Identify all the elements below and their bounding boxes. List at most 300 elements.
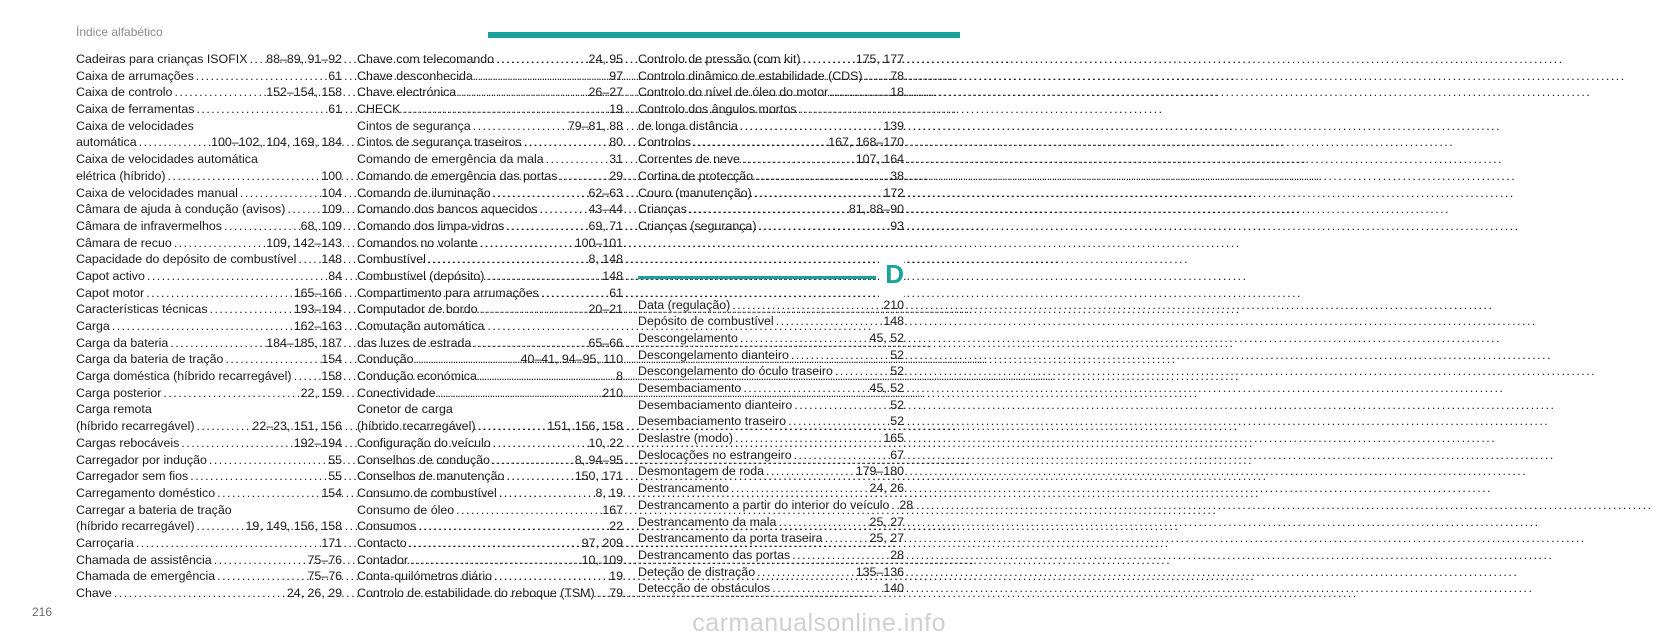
index-term: Caixa de arrumações xyxy=(76,68,194,83)
index-term: Cortina de protecção xyxy=(638,168,754,183)
page-number: 216 xyxy=(32,605,53,619)
index-term: Capacidade do depósito de combustível xyxy=(76,252,297,267)
index-entry xyxy=(76,568,342,585)
index-page-refs: 55 xyxy=(328,469,342,484)
index-entry xyxy=(638,313,904,330)
index-page-refs: 148 xyxy=(321,252,342,267)
index-page-refs: 61 xyxy=(328,68,342,83)
index-page-refs: 22 xyxy=(609,519,623,534)
index-term: Caixa de velocidades xyxy=(76,118,194,133)
index-page-refs: 25, 27 xyxy=(869,531,904,546)
dot-leader xyxy=(225,351,319,368)
dot-leader xyxy=(506,218,586,235)
index-page-refs: 109, 142–143 xyxy=(266,235,342,250)
index-page-refs: 184–185, 187 xyxy=(266,335,342,350)
index-page-refs: 93 xyxy=(890,218,904,233)
index-entry xyxy=(638,514,904,531)
dot-leader xyxy=(758,218,888,235)
dot-leader xyxy=(546,151,608,168)
index-entry xyxy=(76,518,342,535)
dot-leader xyxy=(294,368,320,385)
index-term: Caixa de velocidades manual xyxy=(76,185,238,200)
dot-leader xyxy=(196,101,326,118)
dot-leader xyxy=(493,185,587,202)
index-page-refs: 61 xyxy=(328,102,342,117)
index-term: Destrancamento xyxy=(638,481,729,496)
dot-leader xyxy=(494,568,607,585)
index-term: Detecção de obstáculos xyxy=(638,581,771,596)
index-page-refs: 97, 209 xyxy=(581,535,623,550)
index-page-refs: 29 xyxy=(609,168,623,183)
index-column-1 xyxy=(76,51,342,602)
index-term: Carga da bateria xyxy=(76,335,169,350)
index-entry xyxy=(638,397,904,414)
index-term: das luzes de estrada xyxy=(357,335,472,350)
dot-leader xyxy=(492,452,573,469)
index-page-refs: 139 xyxy=(883,118,904,133)
index-page-refs: 172 xyxy=(883,185,904,200)
dot-leader xyxy=(891,497,897,514)
index-page-refs: 175, 177 xyxy=(855,52,904,66)
index-term: Conta-quilómetros diário xyxy=(357,569,492,584)
index-page-refs: 150, 171 xyxy=(574,469,623,484)
dot-leader xyxy=(486,268,600,285)
index-entry xyxy=(76,435,342,452)
index-term: Destrancamento das portas xyxy=(638,547,791,562)
index-page-refs: 38 xyxy=(890,168,904,183)
index-entry xyxy=(76,485,342,502)
dot-leader xyxy=(196,68,326,85)
index-term: Carga posterior xyxy=(76,385,162,400)
index-term: Controlo do nível de óleo do motor xyxy=(638,85,829,100)
index-page-refs: 20–21 xyxy=(588,302,623,317)
index-entry xyxy=(638,413,904,430)
dot-leader xyxy=(788,413,888,430)
index-term: Compartimento para arrumações xyxy=(357,285,539,300)
index-entry xyxy=(638,530,904,547)
index-entry xyxy=(357,251,623,268)
index-entry xyxy=(357,552,623,569)
index-term: (híbrido recarregável) xyxy=(76,419,195,434)
index-page-refs: 28 xyxy=(890,547,904,562)
dot-leader xyxy=(438,385,601,402)
index-entry xyxy=(357,518,623,535)
index-entry xyxy=(638,430,904,447)
index-entry xyxy=(76,468,342,485)
index-entry xyxy=(76,318,342,335)
index-entry xyxy=(357,351,623,368)
index-entry xyxy=(357,301,623,318)
index-entry xyxy=(357,585,623,602)
index-page-refs: 31 xyxy=(609,152,623,167)
index-page-refs: 81, 88–90 xyxy=(848,202,904,217)
index-term: Carga doméstica (híbrido recarregável) xyxy=(76,369,292,384)
index-page-refs: 152–154, 158 xyxy=(266,85,342,100)
index-page-refs: 28 xyxy=(899,497,914,512)
index-entry xyxy=(76,84,342,101)
dot-leader xyxy=(742,151,854,168)
dot-leader xyxy=(217,568,305,585)
dot-leader xyxy=(493,435,587,452)
dot-leader xyxy=(112,318,292,335)
index-page-refs: 78 xyxy=(890,68,904,83)
dot-leader xyxy=(743,380,867,397)
dot-leader xyxy=(735,430,881,447)
index-page-refs: 104 xyxy=(321,185,342,200)
index-term: Consumo de combustível xyxy=(357,485,497,500)
dot-leader xyxy=(196,418,250,435)
dot-leader xyxy=(174,235,264,252)
index-page-refs: 52 xyxy=(890,364,904,379)
dot-leader xyxy=(217,485,319,502)
index-term: Contacto xyxy=(357,535,407,550)
index-term: Controlos xyxy=(638,135,692,150)
index-page-refs: 24, 95 xyxy=(588,52,623,66)
dot-leader xyxy=(214,552,306,569)
dot-leader xyxy=(168,168,320,185)
index-term: Comando de emergência da mala xyxy=(357,152,544,167)
dot-leader xyxy=(416,351,519,368)
index-term: Comando dos limpa-vidros xyxy=(357,218,505,233)
index-entry xyxy=(638,564,904,581)
dot-leader xyxy=(479,368,614,385)
dot-leader xyxy=(473,335,586,352)
dot-leader xyxy=(170,335,264,352)
header-accent-bar xyxy=(488,32,960,38)
index-entry xyxy=(357,68,623,85)
index-term: Deslastre (modo) xyxy=(638,431,734,446)
index-entry xyxy=(357,435,623,452)
dot-leader xyxy=(776,313,882,330)
dot-leader xyxy=(499,485,594,502)
index-term: CHECK xyxy=(357,102,401,117)
index-entry xyxy=(76,251,342,268)
dot-leader xyxy=(409,535,580,552)
index-page-refs: 167, 168–170 xyxy=(828,135,904,150)
index-entry xyxy=(76,401,342,418)
index-entry xyxy=(76,301,342,318)
index-page-refs: 10, 109 xyxy=(581,552,623,567)
dot-leader xyxy=(139,134,209,151)
index-entry xyxy=(357,368,623,385)
index-page-refs: 40–41, 94–95, 110 xyxy=(520,352,623,367)
index-page-refs: 165 xyxy=(883,431,904,446)
index-entry xyxy=(638,363,904,380)
index-term: Câmara de recuo xyxy=(76,235,172,250)
index-entry xyxy=(638,51,904,68)
index-page-refs: 148 xyxy=(883,314,904,329)
index-entry xyxy=(638,151,904,168)
index-term: Carregador por indução xyxy=(76,452,207,467)
index-term: Destrancamento a partir do interior do veículo xyxy=(638,497,890,512)
index-term: Deteção de distração xyxy=(638,564,756,579)
index-term: Desmontagem de roda xyxy=(638,464,765,479)
dot-leader xyxy=(693,134,826,151)
dot-leader xyxy=(754,185,882,202)
index-page-refs: 75–76 xyxy=(307,552,342,567)
dot-leader xyxy=(249,51,264,68)
index-entry xyxy=(76,151,342,168)
index-page-refs: 45, 52 xyxy=(869,330,904,345)
dot-leader xyxy=(410,552,580,569)
index-term: Depósito de combustível xyxy=(638,314,774,329)
index-page-refs: 22, 159 xyxy=(300,385,342,400)
dot-leader xyxy=(791,347,888,364)
index-term: Conectividade xyxy=(357,385,436,400)
dot-leader xyxy=(830,84,888,101)
index-entry xyxy=(638,463,904,480)
dot-leader xyxy=(740,118,881,135)
index-page-refs: 43–44 xyxy=(588,202,623,217)
dot-leader xyxy=(209,452,326,469)
dot-leader xyxy=(224,218,299,235)
index-page-refs: 158 xyxy=(321,369,342,384)
index-page-refs: 193–194 xyxy=(293,302,342,317)
index-entry xyxy=(76,168,342,185)
index-term: Controlo de pressão (com kit) xyxy=(638,52,801,66)
index-page-refs: 109 xyxy=(321,202,342,217)
index-entry xyxy=(357,468,623,485)
index-entry xyxy=(357,118,623,135)
index-entry xyxy=(357,201,623,218)
index-page-refs: 8, 148 xyxy=(588,252,623,267)
index-term: Controlo de estabilidade do reboque (TSM) xyxy=(357,586,595,600)
index-page-refs: 151, 156, 158 xyxy=(547,419,623,434)
index-entry xyxy=(638,497,914,514)
index-page-refs: 45, 52 xyxy=(869,381,904,395)
index-entry xyxy=(357,535,623,552)
dot-leader xyxy=(541,285,607,302)
index-term: Comando de emergência das portas xyxy=(357,168,558,183)
index-entry xyxy=(76,235,342,252)
index-page-refs: 165–166 xyxy=(293,285,342,300)
index-entry xyxy=(76,218,342,235)
index-term: Couro (manutenção) xyxy=(638,185,752,200)
index-entry xyxy=(76,134,342,151)
index-term: Descongelamento xyxy=(638,330,738,345)
index-entry xyxy=(357,185,623,202)
index-term: Comando dos bancos aquecidos xyxy=(357,202,538,217)
index-term: Carroçaria xyxy=(76,535,134,550)
index-page-refs: 10, 22 xyxy=(588,435,623,450)
dot-leader xyxy=(865,68,889,85)
index-entry xyxy=(638,547,904,564)
dot-leader xyxy=(418,518,607,535)
index-entry xyxy=(357,568,623,585)
index-term: Cintos de segurança xyxy=(357,118,471,133)
index-term: Crianças (segurança) xyxy=(638,218,757,233)
index-entry xyxy=(357,51,623,68)
index-term: Combustível (depósito) xyxy=(357,268,485,283)
index-page-refs: 69, 71 xyxy=(588,218,623,233)
dot-leader xyxy=(136,535,319,552)
index-entry xyxy=(76,502,342,519)
index-term: Comutação automática xyxy=(357,319,485,333)
index-term: Conetor de carga xyxy=(357,402,453,417)
index-entry xyxy=(357,84,623,101)
index-term: de longa distância xyxy=(638,118,738,133)
index-term: Comando de iluminação xyxy=(357,185,491,200)
index-entry xyxy=(76,585,342,602)
index-page-refs: 8, 19 xyxy=(595,485,623,500)
dot-leader xyxy=(480,235,573,252)
dot-leader xyxy=(480,301,587,318)
dot-leader xyxy=(778,514,867,531)
index-term: Destrancamento da porta traseira xyxy=(638,531,823,546)
index-term: Data (regulação) xyxy=(638,297,731,312)
index-term: Carregador sem fios xyxy=(76,469,189,484)
index-entry xyxy=(357,502,623,519)
index-term: Conselhos de condução xyxy=(357,452,490,467)
dot-leader xyxy=(147,268,326,285)
index-page-refs: 19 xyxy=(609,569,623,584)
index-term: Chave xyxy=(76,586,112,600)
dot-leader xyxy=(114,585,285,602)
index-entry xyxy=(357,235,623,252)
index-entry xyxy=(76,185,342,202)
dot-leader xyxy=(428,251,587,268)
index-term: Capot motor xyxy=(76,285,145,300)
index-term: Caixa de controlo xyxy=(76,85,173,100)
index-page-refs: 52 xyxy=(890,397,904,412)
index-term: Cargas rebocáveis xyxy=(76,435,180,450)
watermark: carmanualsonline.info xyxy=(692,609,946,637)
index-term: Características técnicas xyxy=(76,302,208,317)
index-entry xyxy=(357,385,623,402)
section-letter-d: D xyxy=(879,257,904,297)
index-page-refs: 154 xyxy=(321,352,342,367)
index-page-refs: 79 xyxy=(609,586,623,600)
index-term: Chave com telecomando xyxy=(357,52,495,66)
dot-leader xyxy=(190,468,326,485)
dot-leader xyxy=(772,580,881,597)
index-term: Cintos de segurança traseiros xyxy=(357,135,522,150)
dot-leader xyxy=(458,84,586,101)
dot-leader xyxy=(689,201,847,218)
index-term: Computador de bordo xyxy=(357,302,478,317)
index-entry xyxy=(357,401,623,418)
index-page-refs: 19, 149, 156, 158 xyxy=(245,519,342,534)
dot-leader xyxy=(825,530,868,547)
index-page-refs: 210 xyxy=(883,297,904,312)
index-entry xyxy=(76,368,342,385)
dot-leader xyxy=(766,463,854,480)
index-column-2 xyxy=(357,51,623,602)
index-entry xyxy=(76,418,342,435)
index-page-refs: 135–136 xyxy=(855,564,904,579)
index-page-refs: 154 xyxy=(321,485,342,500)
index-page-refs: 19 xyxy=(609,102,623,117)
index-entry xyxy=(357,218,623,235)
dot-leader xyxy=(792,547,888,564)
index-term: Desembaciamento traseiro xyxy=(638,414,787,429)
index-page-refs: 100 xyxy=(321,168,342,183)
index-column-3 xyxy=(638,51,914,597)
index-term: Chamada de emergência xyxy=(76,569,216,584)
index-term: elétrica (híbrido) xyxy=(76,168,166,183)
index-entry xyxy=(357,452,623,469)
index-page-refs: 8 xyxy=(616,369,623,384)
index-term: automática xyxy=(76,135,137,150)
index-page-refs: 192–194 xyxy=(293,435,342,450)
index-term: Deslocações no estrangeiro xyxy=(638,447,792,462)
index-entry xyxy=(638,347,904,364)
index-term: Condução xyxy=(357,352,414,367)
index-term: Descongelamento dianteiro xyxy=(638,347,789,362)
dot-leader xyxy=(732,297,881,314)
index-term: Caixa de velocidades automática xyxy=(76,152,258,167)
index-entry xyxy=(357,418,623,435)
dot-leader xyxy=(496,51,586,68)
dot-leader xyxy=(794,447,889,464)
index-page-refs: 100–101 xyxy=(574,235,623,250)
index-term: Desembaciamento xyxy=(638,381,742,395)
index-term: Crianças xyxy=(638,202,687,217)
dot-leader xyxy=(539,201,586,218)
dot-leader xyxy=(473,118,566,135)
index-term: Descongelamento do óculo traseiro xyxy=(638,364,833,379)
dot-leader xyxy=(146,285,292,302)
dot-leader xyxy=(181,435,291,452)
dot-leader xyxy=(163,385,298,402)
index-page-refs: 25, 27 xyxy=(869,514,904,529)
index-term: Condução económica xyxy=(357,369,477,384)
index-entry xyxy=(357,335,623,352)
index-entry xyxy=(357,318,623,335)
dot-leader xyxy=(524,134,608,151)
index-entry xyxy=(76,452,342,469)
index-entry xyxy=(76,351,342,368)
page-header-title: Índice alfabético xyxy=(76,25,163,39)
index-page-refs: 62–63 xyxy=(588,185,623,200)
index-term: Desembaciamento dianteiro xyxy=(638,397,793,412)
dot-leader xyxy=(477,418,545,435)
dot-leader xyxy=(597,585,608,602)
index-entry xyxy=(76,101,342,118)
dot-leader xyxy=(298,251,319,268)
index-page-refs: 67 xyxy=(890,447,904,462)
index-page-refs: 107, 164 xyxy=(855,152,904,167)
index-entry xyxy=(638,84,904,101)
index-term: Caixa de ferramentas xyxy=(76,102,195,117)
index-page-refs: 55 xyxy=(328,452,342,467)
index-term: Chave desconhecida xyxy=(357,68,473,83)
index-page-refs: 100–102, 104, 169, 184 xyxy=(211,135,342,150)
index-entry xyxy=(76,268,342,285)
index-entry xyxy=(638,68,904,85)
index-term: Carga remota xyxy=(76,402,152,417)
index-page-refs: 24, 26, 29 xyxy=(286,586,342,600)
index-entry xyxy=(638,580,904,597)
index-entry xyxy=(638,330,904,347)
index-term: Câmara de ajuda à condução (avisos) xyxy=(76,202,286,217)
index-term: Carregar a bateria de tração xyxy=(76,502,232,517)
index-page-refs: 22–23, 151, 156 xyxy=(252,419,342,434)
index-entry xyxy=(357,268,623,285)
index-entry xyxy=(638,134,904,151)
index-entry xyxy=(76,385,342,402)
index-page-refs: 79–81, 88 xyxy=(567,118,623,133)
index-entry xyxy=(357,101,623,118)
index-page-refs: 52 xyxy=(890,414,904,429)
index-term: Controlo dos ângulos mortos xyxy=(638,102,797,117)
dot-leader xyxy=(755,168,888,185)
index-page-refs: 18 xyxy=(890,85,904,100)
index-term: (híbrido recarregável) xyxy=(76,519,195,534)
index-entry xyxy=(76,535,342,552)
dot-leader xyxy=(210,301,292,318)
index-entry xyxy=(638,101,904,118)
